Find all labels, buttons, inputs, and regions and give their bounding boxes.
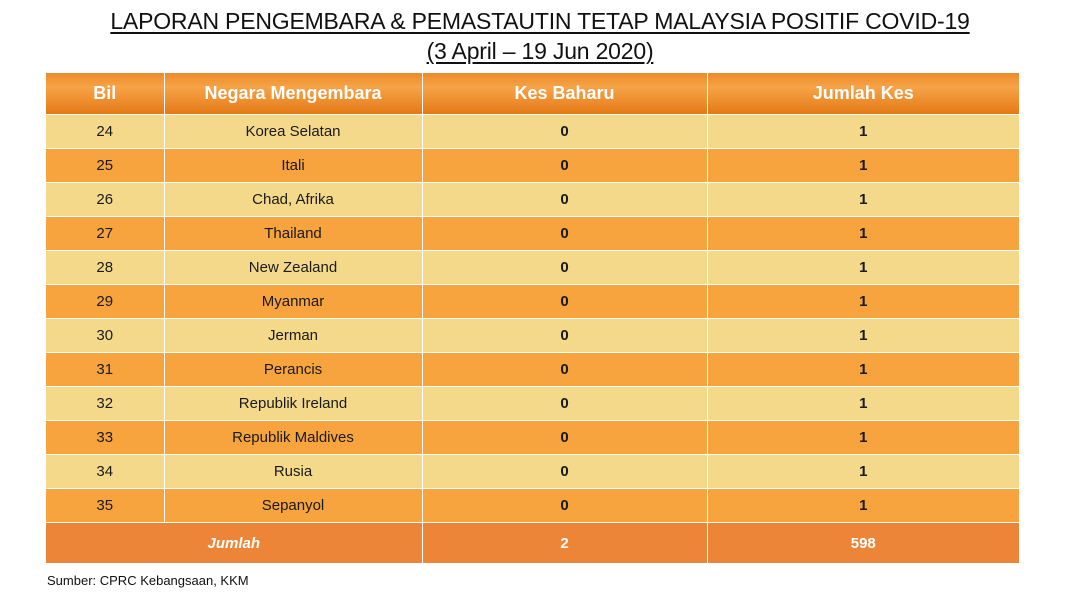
table-row — [46, 217, 1019, 251]
table-row — [46, 319, 1019, 353]
cell-bil: 28 — [46, 251, 164, 285]
cell-negara: Jerman — [164, 319, 422, 353]
cell-bil: 27 — [46, 217, 164, 251]
cell-kes-baharu: 0 — [422, 421, 707, 455]
cell-kes-baharu: 0 — [422, 149, 707, 183]
total-row — [46, 523, 1019, 564]
cell-negara: Rusia — [164, 455, 422, 489]
cell-kes-baharu: 0 — [422, 115, 707, 149]
cell-jumlah-kes: 1 — [707, 353, 1019, 387]
table-row — [46, 285, 1019, 319]
header-row — [46, 73, 1019, 115]
cell-negara: New Zealand — [164, 251, 422, 285]
table-row — [46, 455, 1019, 489]
header-negara: Negara Mengembara — [164, 73, 422, 115]
cell-kes-baharu: 0 — [422, 319, 707, 353]
table-row — [46, 115, 1019, 149]
cell-negara: Republik Ireland — [164, 387, 422, 421]
cell-kes-baharu: 0 — [422, 455, 707, 489]
table-row — [46, 149, 1019, 183]
header-jumlah-kes: Jumlah Kes — [707, 73, 1019, 115]
cell-jumlah-kes: 1 — [707, 217, 1019, 251]
cell-kes-baharu: 0 — [422, 387, 707, 421]
cell-kes-baharu: 0 — [422, 489, 707, 523]
cell-negara: Itali — [164, 149, 422, 183]
cell-negara: Myanmar — [164, 285, 422, 319]
cell-negara: Korea Selatan — [164, 115, 422, 149]
cell-jumlah-kes: 1 — [707, 489, 1019, 523]
cell-jumlah-kes: 1 — [707, 455, 1019, 489]
cell-jumlah-kes: 1 — [707, 149, 1019, 183]
cell-kes-baharu: 0 — [422, 217, 707, 251]
table-row — [46, 183, 1019, 217]
cell-kes-baharu: 0 — [422, 251, 707, 285]
cell-bil: 25 — [46, 149, 164, 183]
table-header — [46, 73, 1019, 115]
cases-table — [46, 73, 1019, 563]
cell-negara: Republik Maldives — [164, 421, 422, 455]
cell-bil: 35 — [46, 489, 164, 523]
cell-jumlah-kes: 1 — [707, 387, 1019, 421]
cell-negara: Sepanyol — [164, 489, 422, 523]
total-jumlah-kes: 598 — [707, 523, 1019, 564]
cell-jumlah-kes: 1 — [707, 183, 1019, 217]
table-row — [46, 489, 1019, 523]
report-title — [0, 6, 1080, 66]
cell-jumlah-kes: 1 — [707, 285, 1019, 319]
cell-kes-baharu: 0 — [422, 183, 707, 217]
cell-bil: 32 — [46, 387, 164, 421]
cell-jumlah-kes: 1 — [707, 421, 1019, 455]
source-note: Sumber: CPRC Kebangsaan, KKM — [47, 573, 249, 588]
table-row — [46, 387, 1019, 421]
cell-kes-baharu: 0 — [422, 285, 707, 319]
total-label: Jumlah — [46, 523, 422, 564]
cell-bil: 29 — [46, 285, 164, 319]
cell-bil: 26 — [46, 183, 164, 217]
cell-negara: Perancis — [164, 353, 422, 387]
table-body — [46, 115, 1019, 564]
title-line-2: (3 April – 19 Jun 2020) — [426, 38, 654, 64]
cell-bil: 33 — [46, 421, 164, 455]
table-row — [46, 251, 1019, 285]
table-row — [46, 353, 1019, 387]
cell-jumlah-kes: 1 — [707, 319, 1019, 353]
cell-bil: 34 — [46, 455, 164, 489]
cell-negara: Thailand — [164, 217, 422, 251]
total-kes-baharu: 2 — [422, 523, 707, 564]
cell-bil: 31 — [46, 353, 164, 387]
title-line-1: LAPORAN PENGEMBARA & PEMASTAUTIN TETAP MALAYSIA POSITIF COVID-19 — [110, 8, 970, 34]
header-bil: Bil — [46, 73, 164, 115]
cell-kes-baharu: 0 — [422, 353, 707, 387]
header-kes-baharu: Kes Baharu — [422, 73, 707, 115]
cell-negara: Chad, Afrika — [164, 183, 422, 217]
cell-bil: 24 — [46, 115, 164, 149]
cell-jumlah-kes: 1 — [707, 115, 1019, 149]
cell-bil: 30 — [46, 319, 164, 353]
cell-jumlah-kes: 1 — [707, 251, 1019, 285]
table-row — [46, 421, 1019, 455]
